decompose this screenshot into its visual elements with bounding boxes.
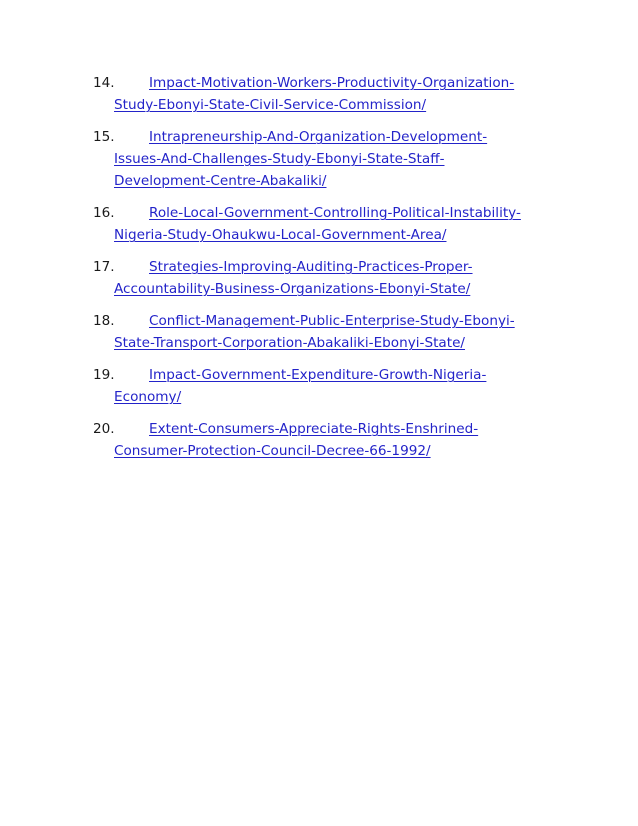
reference-link[interactable]: Strategies-Improving-Auditing-Practices-Proper- Accountability-Business-Organizations-Ebonyi-State/ [114, 259, 473, 297]
reference-list [93, 72, 573, 472]
list-item [93, 126, 573, 192]
item-number: 18. [93, 313, 115, 329]
list-item [93, 72, 573, 116]
item-number: 16. [93, 205, 115, 221]
list-item [93, 256, 573, 300]
reference-link[interactable]: Impact-Government-Expenditure-Growth-Nigeria- Economy/ [114, 367, 487, 405]
list-item [93, 418, 573, 462]
list-item [93, 202, 573, 246]
item-number: 17. [93, 259, 115, 275]
item-number: 14. [93, 75, 115, 91]
item-number: 15. [93, 129, 115, 145]
item-number: 19. [93, 367, 115, 383]
reference-link[interactable]: Impact-Motivation-Workers-Productivity-Organization- Study-Ebonyi-State-Civil-Service-Commission/ [114, 75, 515, 113]
reference-link[interactable]: Conflict-Management-Public-Enterprise-Study-Ebonyi- State-Transport-Corporation-Abakaliki-Ebonyi-State/ [114, 313, 515, 351]
list-item [93, 310, 573, 354]
list-item [93, 364, 573, 408]
reference-link[interactable]: Intrapreneurship-And-Organization-Development- Issues-And-Challenges-Study-Ebonyi-State-Staff- Development-Centre-Abakaliki/ [114, 129, 488, 189]
item-number: 20. [93, 421, 115, 437]
reference-link[interactable]: Extent-Consumers-Appreciate-Rights-Enshrined- Consumer-Protection-Council-Decree-66-1992/ [114, 421, 479, 459]
reference-link[interactable]: Role-Local-Government-Controlling-Political-Instability- Nigeria-Study-Ohaukwu-Local-Government-Area/ [114, 205, 521, 243]
